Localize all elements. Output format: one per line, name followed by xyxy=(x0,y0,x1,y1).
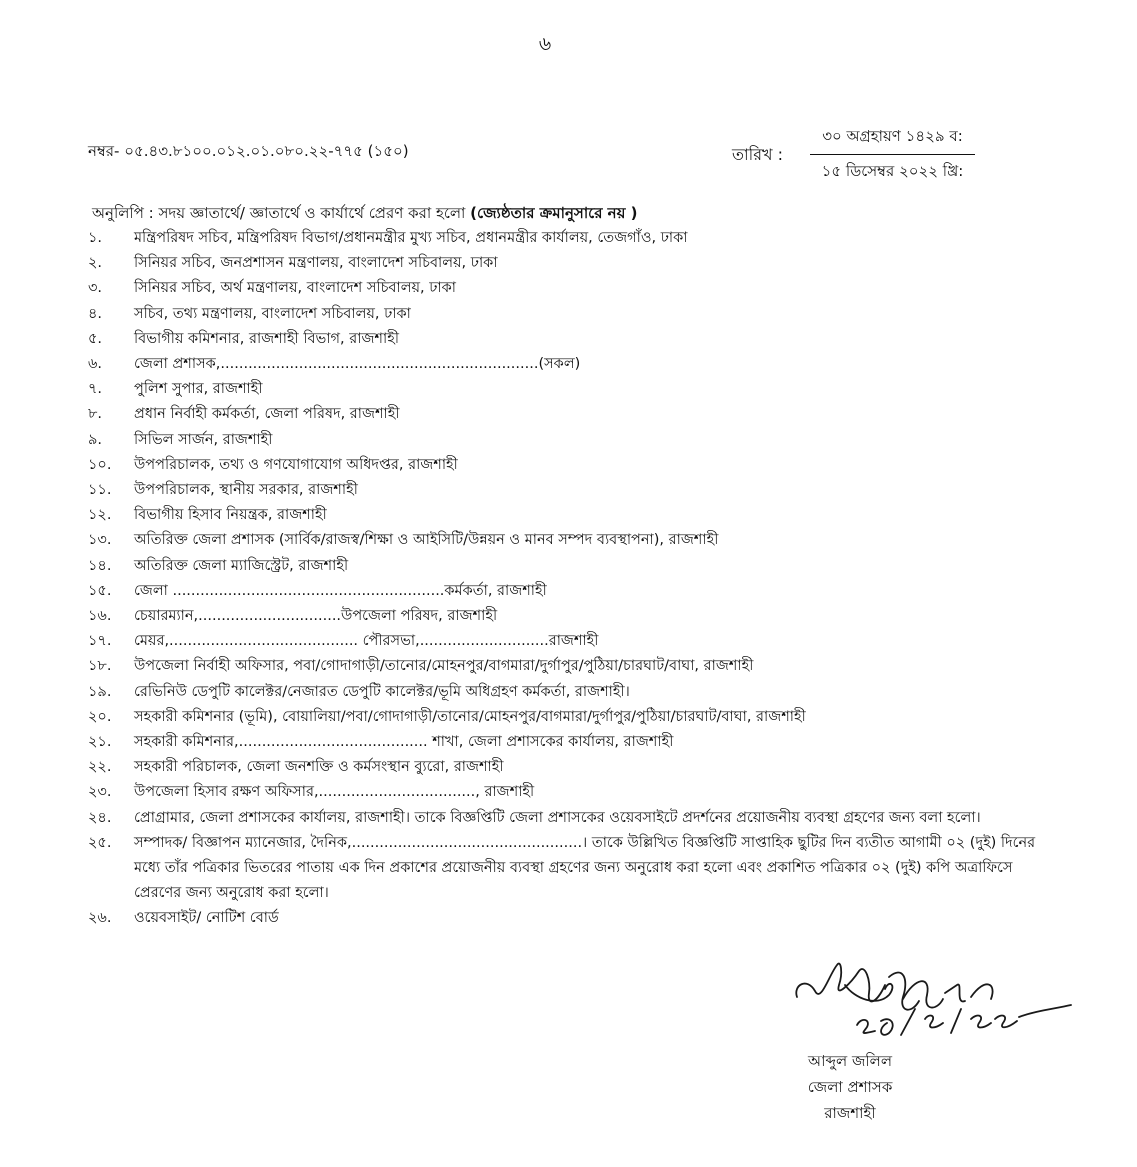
signatory-name: আব্দুল জলিল xyxy=(807,1052,893,1070)
date-bengali: ৩০ অগ্রহায়ণ ১৪২৯ ব: xyxy=(810,125,975,155)
list-item-text: রেভিনিউ ডেপুটি কালেক্টর/নেজারত ডেপুটি কালেক্টর/ভূমি অধিগ্রহণ কর্মকর্তা, রাজশাহী। xyxy=(134,683,630,700)
list-item-number: ১৬. xyxy=(88,608,112,625)
list-item-number: ১১. xyxy=(88,482,112,499)
list-item xyxy=(88,604,1038,629)
list-item-number: ৭. xyxy=(88,381,103,398)
signature xyxy=(785,955,1075,1050)
list-item xyxy=(88,352,1038,377)
list-item-text: বিভাগীয় কমিশনার, রাজশাহী বিভাগ, রাজশাহী xyxy=(134,330,399,347)
list-item-text: সহকারী পরিচালক, জেলা জনশক্তি ও কর্মসংস্থান ব্যুরো, রাজশাহী xyxy=(134,759,504,776)
list-item xyxy=(88,528,1038,553)
list-item-number: ১৪. xyxy=(88,557,112,574)
list-item xyxy=(88,428,1038,453)
list-item-number: ৮. xyxy=(88,406,103,423)
signatory-location: রাজশাহী xyxy=(824,1104,876,1122)
list-item-text: প্রধান নির্বাহী কর্মকর্তা, জেলা পরিষদ, রাজশাহী xyxy=(134,406,400,423)
list-item-number: ১০. xyxy=(88,456,112,473)
list-item xyxy=(88,654,1038,679)
list-item-number: ৩. xyxy=(88,280,103,297)
list-item-number: ৪. xyxy=(88,305,103,322)
list-item xyxy=(88,503,1038,528)
list-item-text: জেলা প্রশাসক,.....................................................................(সকল) xyxy=(134,356,581,373)
list-item-number: ৫. xyxy=(88,330,103,347)
list-item-text: চেয়ারম্যান,...............................উপজেলা পরিষদ, রাজশাহী xyxy=(134,608,498,625)
list-item-number: ২১. xyxy=(88,734,112,751)
list-item-text: সহকারী কমিশনার (ভূমি), বোয়ালিয়া/পবা/গোদাগাড়ী/তানোর/মোহনপুর/বাগমারা/দুর্গাপুর/পুঠিয়া/চারঘাট/বাঘা, রাজশাহী xyxy=(134,708,806,725)
list-item xyxy=(88,730,1038,755)
copy-heading-note: (জ্যেষ্ঠতার ক্রমানুসারে নয় ) xyxy=(470,204,638,222)
list-item-number: ৯. xyxy=(88,431,103,448)
list-item xyxy=(88,251,1038,276)
list-item xyxy=(88,478,1038,503)
list-item-number: ১৯. xyxy=(88,683,112,700)
list-item xyxy=(88,780,1038,805)
list-item-text: সিনিয়র সচিব, অর্থ মন্ত্রণালয়, বাংলাদেশ সচিবালয়, ঢাকা xyxy=(134,280,457,297)
handwritten-signature-icon xyxy=(785,955,1075,1050)
list-item-text: জেলা ...........................................................কর্মকর্তা, রাজশাহী xyxy=(134,582,547,599)
list-item-number: ২২. xyxy=(88,759,112,776)
recipient-list xyxy=(88,226,1038,932)
signatory-designation: জেলা প্রশাসক xyxy=(807,1078,893,1096)
list-item xyxy=(88,755,1038,780)
list-item-text: অতিরিক্ত জেলা ম্যাজিস্ট্রেট, রাজশাহী xyxy=(134,557,349,574)
list-item xyxy=(88,402,1038,427)
copy-heading-intro: অনুলিপি : সদয় জ্ঞাতার্থে/ জ্ঞাতার্থে ও কার্যার্থে প্রেরণ করা হলো xyxy=(92,204,466,222)
list-item-text: উপজেলা হিসাব রক্ষণ অফিসার,.................................., রাজশাহী xyxy=(134,784,535,801)
list-item-number: ২৬. xyxy=(88,910,112,927)
list-item xyxy=(88,629,1038,654)
list-item-number: ২৩. xyxy=(88,784,112,801)
signature-block xyxy=(770,1048,930,1126)
list-item-text: মন্ত্রিপরিষদ সচিব, মন্ত্রিপরিষদ বিভাগ/প্রধানমন্ত্রীর মুখ্য সচিব, প্রধানমন্ত্রীর কার্যালয়, তেজগাঁও, ঢাকা xyxy=(134,230,688,246)
list-item xyxy=(88,831,1038,907)
memo-number: নম্বর- ০৫.৪৩.৮১০০.০১২.০১.০৮০.২২-৭৭৫ (১৫০) xyxy=(88,142,409,160)
list-item-number: ১৫. xyxy=(88,582,112,599)
list-item-number: ১৭. xyxy=(88,633,112,650)
list-item-number: ১৮. xyxy=(88,658,112,675)
list-item xyxy=(88,276,1038,301)
page-number: ৬ xyxy=(538,33,552,55)
list-item xyxy=(88,906,1038,931)
list-item xyxy=(88,302,1038,327)
list-item-text: অতিরিক্ত জেলা প্রশাসক (সার্বিক/রাজস্ব/শিক্ষা ও আইসিটি/উন্নয়ন ও মানব সম্পদ ব্যবস্থাপনা), রাজশাহী xyxy=(134,532,719,549)
list-item-text: উপপরিচালক, স্থানীয় সরকার, রাজশাহী xyxy=(134,482,358,499)
list-item xyxy=(88,579,1038,604)
list-item xyxy=(88,554,1038,579)
list-item xyxy=(88,327,1038,352)
list-item xyxy=(88,705,1038,730)
list-item-text: উপপরিচালক, তথ্য ও গণযোগাযোগ অধিদপ্তর, রাজশাহী xyxy=(134,456,458,473)
list-item-text: প্রোগ্রামার, জেলা প্রশাসকের কার্যালয়, রাজশাহী। তাকে বিজ্ঞপ্তিটি জেলা প্রশাসকের ওয়েবসাইটে প্রদর্শনের প্রয়োজনীয় ব্যবস্থা গ্রহণের জন্য বলা হলো। xyxy=(134,809,981,826)
list-item-number: ২৫. xyxy=(88,834,112,851)
list-item xyxy=(88,453,1038,478)
list-item-number: ১২. xyxy=(88,507,112,524)
list-item-number: ১. xyxy=(88,230,103,246)
list-item-text: সচিব, তথ্য মন্ত্রণালয়, বাংলাদেশ সচিবালয়, ঢাকা xyxy=(134,305,411,322)
list-item xyxy=(88,377,1038,402)
list-item-number: ২৪. xyxy=(88,809,112,826)
date-english: ১৫ ডিসেম্বর ২০২২ খ্রি: xyxy=(821,162,964,180)
list-item-number: ২০. xyxy=(88,708,112,725)
list-item-text: সিভিল সার্জন, রাজশাহী xyxy=(134,431,273,448)
date-block xyxy=(810,125,975,185)
list-item-number: ৬. xyxy=(88,356,103,373)
list-item xyxy=(88,226,1038,251)
list-item-text: উপজেলা নির্বাহী অফিসার, পবা/গোদাগাড়ী/তানোর/মোহনপুর/বাগমারা/দুর্গাপুর/পুঠিয়া/চারঘাট/বাঘা, রাজশাহী xyxy=(134,658,754,675)
list-item xyxy=(88,680,1038,705)
list-item-text: সহকারী কমিশনার,......................................... শাখা, জেলা প্রশাসকের কার্যালয়, রাজশাহী xyxy=(134,734,674,751)
date-label: তারিখ : xyxy=(732,145,784,164)
list-item-number: ২. xyxy=(88,255,103,272)
copy-heading xyxy=(92,202,638,227)
list-item-text: বিভাগীয় হিসাব নিয়ন্ত্রক, রাজশাহী xyxy=(134,507,327,524)
list-item-text: পুলিশ সুপার, রাজশাহী xyxy=(134,381,263,398)
list-item xyxy=(88,806,1038,831)
list-item-text: সিনিয়র সচিব, জনপ্রশাসন মন্ত্রণালয়, বাংলাদেশ সচিবালয়, ঢাকা xyxy=(134,255,498,272)
list-item-text: ওয়েবসাইট/ নোটিশ বোর্ড xyxy=(134,910,279,927)
list-item-text: মেয়র,......................................... পৌরসভা,............................রাজশাহী xyxy=(134,633,599,650)
list-item-text: সম্পাদক/ বিজ্ঞাপন ম্যানেজার, দৈনিক,..................................................। তাকে উল্লিখিত বিজ্ঞপ্তিটি সাপ্তাহিক ছুটির দিন ব্যতীত আগামী ০২ (দুই) দিনের মধ্যে তাঁর পত্রিকার ভিতরের পাতায় এক দিন প্রকাশের প্রয়োজনীয় ব্যবস্থা গ্রহণের জন্য অনুরোধ করা হলো এবং প্রকাশিত পত্রিকার ০২ (দুই) কপি অত্রাফিসে প্রেরণের জন্য অনুরোধ করা হলো। xyxy=(134,834,1036,902)
list-item-number: ১৩. xyxy=(88,532,112,549)
